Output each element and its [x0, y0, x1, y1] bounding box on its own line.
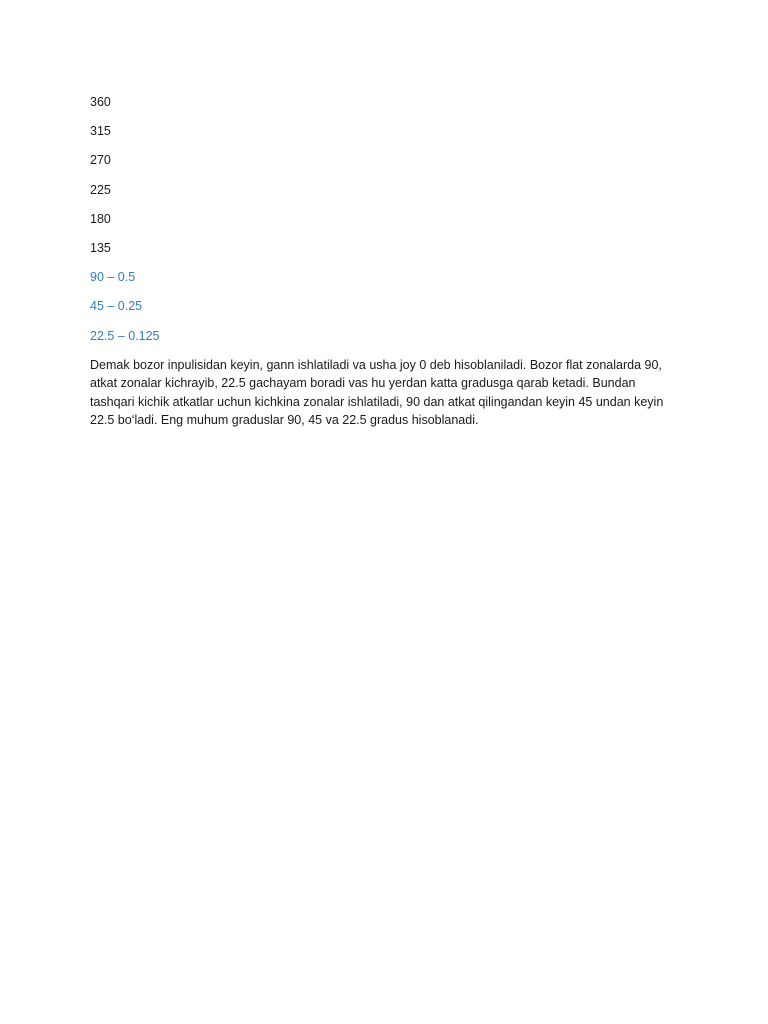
- degree-line-22-5: 22.5 – 0.125: [90, 328, 160, 343]
- degree-line-90: 90 – 0.5: [90, 270, 136, 285]
- degree-line-315: 315: [90, 124, 111, 139]
- degree-line-360: 360: [90, 95, 111, 109]
- document-page: [90, 93, 680, 430]
- explanation-paragraph: Demak bozor inpulisidan keyin, gann ishlatiladi va usha joy 0 deb hisoblaniladi. Bozor flat zonalarda 90, atkat zonalar kichrayib, 22.5 gachayam boradi vas hu yerdan katta gradusga qarab ketadi. Bundan tashqari kichik atkatlar uchun kichkina zonalar ishlatiladi, 90 dan atkat qilingandan keyin 45 undan keyin 22.5 bo‘ladi. Eng muhum graduslar 90, 45 va 22.5 gradus hisoblanadi.: [90, 357, 664, 428]
- degree-line-45: 45 – 0.25: [90, 299, 143, 314]
- degree-line-180: 180: [90, 211, 111, 226]
- degree-line-135: 135: [90, 240, 111, 255]
- degree-line-225: 225: [90, 182, 111, 197]
- degree-line-270: 270: [90, 153, 111, 168]
